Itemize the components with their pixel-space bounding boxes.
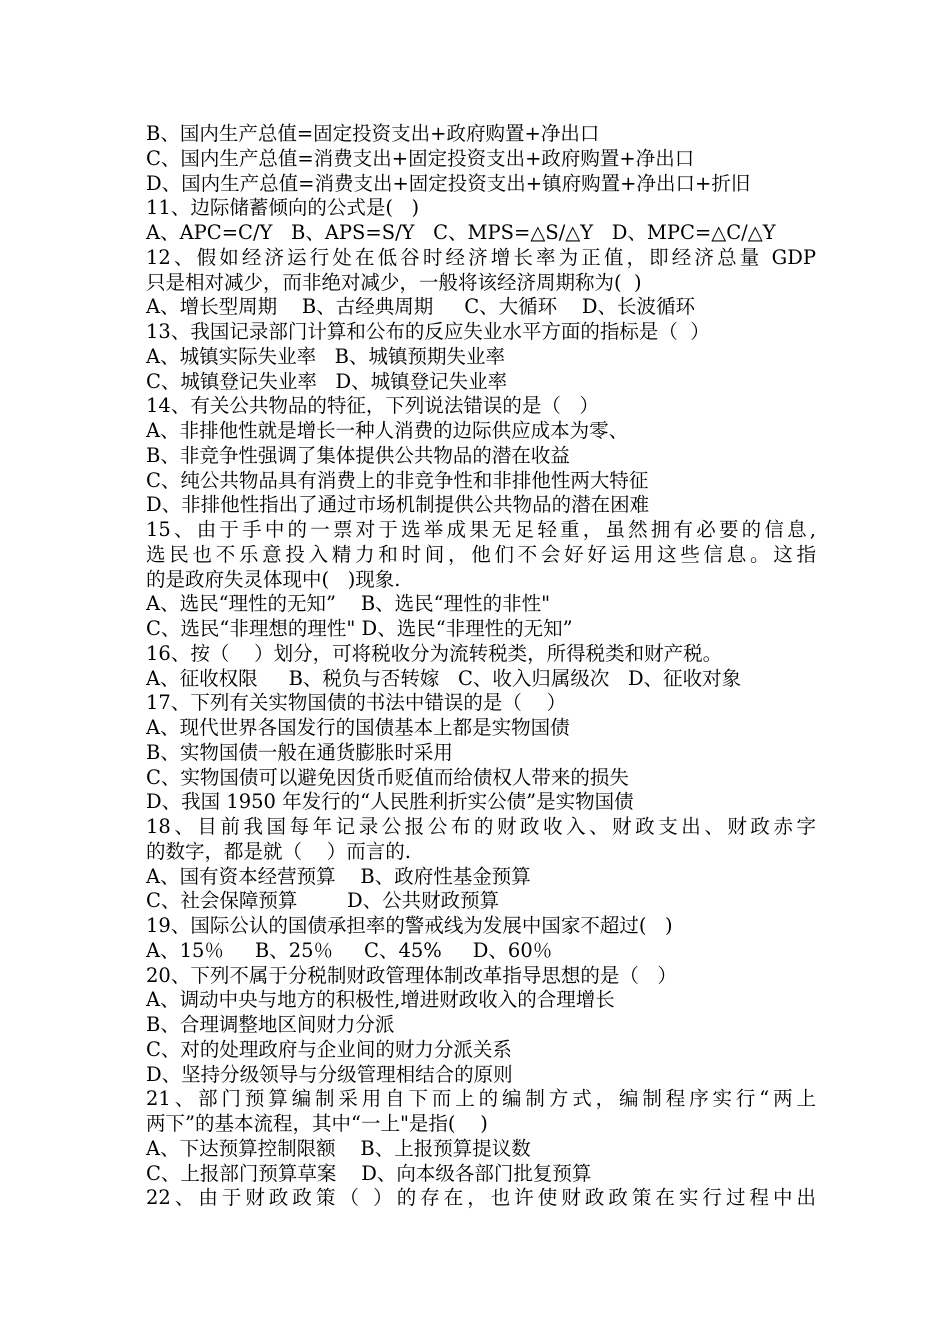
text-line: C、纯公共物品具有消费上的非竞争性和非排他性两大特征	[146, 468, 649, 492]
text-line: 15、由于手中的一票对于选举成果无足轻重，虽然拥有必要的信息,	[146, 518, 816, 541]
text-line: 11、边际储蓄倾向的公式是( )	[146, 196, 420, 220]
text-line: 的是政府失灵体现中( )现象.	[146, 567, 401, 591]
text-line: C、国内生产总值=消费支出+固定投资支出+政府购置+净出口	[146, 146, 695, 170]
text-line: A、国有资本经营预算 B、政府性基金预算	[146, 864, 531, 888]
text-line: B、国内生产总值=固定投资支出+政府购置+净出口	[146, 122, 600, 145]
text-line: 只是相对减少，而非绝对减少，一般将该经济周期称为( )	[146, 270, 642, 294]
document-page	[146, 122, 816, 1211]
text-line: A、城镇实际失业率 B、城镇预期失业率	[146, 344, 506, 368]
text-line: 14、有关公共物品的特征，下列说法错误的是（ ）	[146, 394, 599, 418]
text-line: 17、下列有关实物国债的书法中错误的是（ ）	[146, 691, 567, 715]
text-line: 19、国际公认的国债承担率的警戒线为发展中国家不超过( )	[146, 914, 673, 937]
text-line: C、对的处理政府与企业间的财力分派关系	[146, 1037, 512, 1061]
text-line: 12、假如经济运行处在低谷时经济增长率为正值，即经济总量 GDP	[146, 245, 816, 269]
text-line: A、征收权限 B、税负与否转嫁 C、收入归属级次 D、征收对象	[146, 666, 742, 690]
text-line: C、实物国债可以避免因货币贬值而给债权人带来的损失	[146, 765, 629, 789]
text-line: 的数字，都是就（ ）而言的.	[146, 839, 411, 863]
text-line: A、增长型周期 B、古经典周期 C、大循环 D、长波循环	[146, 295, 696, 319]
text-line: D、我国 1950 年发行的“人民胜利折实公债”是实物国债	[146, 790, 634, 814]
text-line: C、社会保障预算 D、公共财政预算	[146, 889, 500, 913]
text-line: 21、部门预算编制采用自下而上的编制方式，编制程序实行“两上	[146, 1087, 816, 1111]
text-line: A、APC=C/Y B、APS=S/Y C、MPS=△S/△Y D、MPC=△C/△Y	[146, 221, 776, 244]
text-line: A、调动中央与地方的积极性,增进财政收入的合理增长	[146, 988, 615, 1012]
text-line: 13、我国记录部门计算和公布的反应失业水平方面的指标是（ ）	[146, 320, 710, 343]
text-line: C、城镇登记失业率 D、城镇登记失业率	[146, 369, 508, 393]
text-line: B、合理调整地区间财力分派	[146, 1013, 395, 1036]
text-line: A、非排他性就是增长一种人消费的边际供应成本为零、	[146, 419, 629, 442]
text-line: A、现代世界各国发行的国债基本上都是实物国债	[146, 716, 570, 739]
text-line: D、非排他性指出了通过市场机制提供公共物品的潜在困难	[146, 493, 650, 517]
text-line: A、15％ B、25％ C、45% D、60％	[146, 938, 553, 962]
text-line: B、非竞争性强调了集体提供公共物品的潜在收益	[146, 443, 570, 467]
text-line: 16、按（ ）划分，可将税收分为流转税类，所得税类和财产税。	[146, 641, 723, 665]
text-line: 22、由于财政政策（ ）的存在，也许使财政政策在实行过程中出	[146, 1186, 816, 1210]
text-line: B、实物国债一般在通货膨胀时采用	[146, 740, 453, 764]
text-line: C、选民“非理想的理性" D、选民“非理性的无知”	[146, 617, 573, 640]
text-line: 18、目前我国每年记录公报公布的财政收入、财政支出、财政赤字	[146, 815, 816, 838]
text-line: A、选民“理性的无知” B、选民“理性的非性"	[146, 592, 551, 616]
text-line: D、坚持分级领导与分级管理相结合的原则	[146, 1062, 513, 1086]
text-line: C、上报部门预算草案 D、向本级各部门批复预算	[146, 1161, 592, 1185]
text-line: 两下”的基本流程，其中“一上"是指( )	[146, 1112, 488, 1135]
text-line: 选民也不乐意投入精力和时间，他们不会好好运用这些信息。这指	[146, 542, 816, 566]
text-line: D、国内生产总值=消费支出+固定投资支出+镇府购置+净出口+折旧	[146, 171, 751, 195]
text-line: 20、下列不属于分税制财政管理体制改革指导思想的是（ ）	[146, 963, 677, 987]
text-line: A、下达预算控制限额 B、上报预算提议数	[146, 1136, 531, 1160]
